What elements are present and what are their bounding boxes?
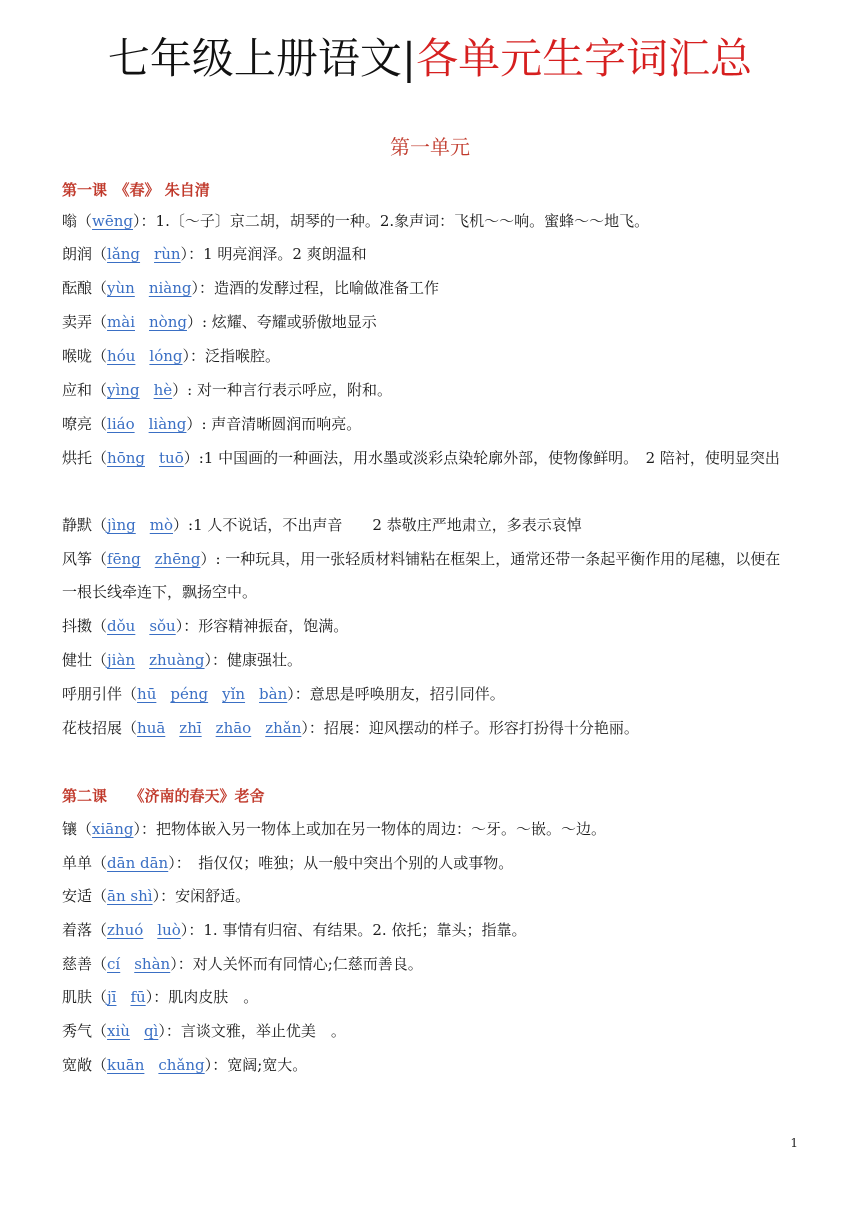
- vocab-definition: ：招展：迎风摆动的样子。形容打扮得十分艳丽。: [308, 719, 639, 737]
- pinyin: lóng: [149, 347, 183, 365]
- close-paren: ）: [287, 685, 295, 703]
- vocab-entry: [62, 340, 792, 373]
- vocab-entry: [62, 509, 792, 542]
- vocab-word: 应和: [62, 381, 93, 399]
- pinyin: péng: [170, 685, 209, 703]
- vocab-entry: [62, 238, 792, 271]
- vocab-definition: ：言谈文雅，举止优美 。: [165, 1022, 346, 1040]
- open-paren: （: [92, 449, 108, 467]
- close-paren: ）: [180, 245, 189, 263]
- open-paren: （: [92, 988, 108, 1006]
- vocab-definition: ：宽阔;宽大。: [212, 1056, 308, 1074]
- open-paren: （: [77, 820, 93, 838]
- pinyin: sǒu: [149, 617, 176, 635]
- vocab-word: 秀气: [62, 1022, 93, 1040]
- vocab-entry: [62, 813, 792, 846]
- pinyin: dān dān: [107, 854, 169, 872]
- close-paren: ）: [152, 887, 161, 905]
- close-paren: ）: [200, 550, 216, 568]
- vocab-word: 酝酿: [62, 279, 93, 297]
- pinyin: liáo: [107, 415, 135, 433]
- close-paren: ）: [170, 955, 178, 973]
- page-title: [0, 30, 860, 88]
- pinyin: fēng: [107, 550, 141, 568]
- close-paren: ）: [186, 313, 202, 331]
- vocab-entry: [62, 644, 792, 677]
- open-paren: （: [92, 381, 108, 399]
- open-paren: （: [92, 245, 108, 263]
- vocab-word: 朗润: [62, 245, 93, 263]
- title-part-red: 各单元生字词汇总: [416, 34, 753, 83]
- close-paren: ）: [180, 921, 189, 939]
- vocab-definition: ：造酒的发酵过程，比喻做准备工作: [199, 279, 440, 297]
- pinyin: hū: [137, 685, 157, 703]
- close-paren: ）: [186, 415, 202, 433]
- vocab-entry: [62, 272, 792, 305]
- pinyin: rùn: [154, 245, 181, 263]
- vocab-word: 镶: [62, 820, 78, 838]
- vocab-definition: ：肌肉皮肤 。: [153, 988, 259, 1006]
- pinyin: lǎng: [107, 245, 141, 263]
- close-paren: ）: [133, 820, 142, 838]
- pinyin: mài: [107, 313, 135, 331]
- vocab-definition: ：健康强壮。: [212, 651, 303, 669]
- pinyin: jìng: [107, 516, 136, 534]
- pinyin: dǒu: [107, 617, 136, 635]
- pinyin: kuān: [107, 1056, 145, 1074]
- pinyin: zhuó: [107, 921, 144, 939]
- pinyin: xiāng: [92, 820, 134, 838]
- close-paren: ）: [133, 212, 141, 230]
- vocab-entry: [62, 610, 792, 643]
- pinyin: chǎng: [158, 1056, 205, 1074]
- vocab-definition: : 炫耀、夸耀或骄傲地显示: [201, 313, 377, 331]
- vocab-definition: ：安闲舒适。: [160, 887, 251, 905]
- close-paren: ）: [145, 988, 154, 1006]
- vocab-word: 风筝: [62, 550, 93, 568]
- vocab-entry: [62, 408, 792, 441]
- close-paren: ）: [183, 449, 199, 467]
- vocab-word: 抖擞: [62, 617, 93, 635]
- title-part-black: 七年级上册语文|: [107, 34, 417, 83]
- vocab-definition: ：泛指喉腔。: [190, 347, 281, 365]
- vocab-definition: ：1. 事情有归宿、有结果。2. 依托；靠头；指靠。: [188, 921, 527, 939]
- open-paren: （: [92, 955, 108, 973]
- vocab-definition: ：把物体嵌入另一物体上或加在另一物体的周边：～牙。～嵌。～边。: [141, 820, 607, 838]
- open-paren: （: [92, 516, 108, 534]
- open-paren: （: [122, 685, 138, 703]
- unit-heading: 第一单元: [390, 135, 470, 159]
- vocab-definition: ：意思是呼唤朋友，招引同伴。: [294, 685, 505, 703]
- vocab-word: 单单: [62, 854, 93, 872]
- pinyin: liàng: [148, 415, 187, 433]
- pinyin: fū: [130, 988, 146, 1006]
- vocab-entry: [62, 306, 792, 339]
- close-paren: ）: [301, 719, 309, 737]
- vocab-word: 健壮: [62, 651, 93, 669]
- pinyin: luò: [157, 921, 181, 939]
- pinyin: niàng: [148, 279, 192, 297]
- close-paren: ）: [158, 1022, 166, 1040]
- pinyin: jī: [107, 988, 117, 1006]
- pinyin: qì: [143, 1022, 159, 1040]
- vocab-word: 安适: [62, 887, 93, 905]
- pinyin: yǐn: [222, 685, 246, 703]
- vocab-entry: [62, 374, 792, 407]
- vocab-definition: ：1 明亮润泽。2 爽朗温和: [188, 245, 367, 263]
- vocab-word: 着落: [62, 921, 93, 939]
- lesson-heading: 第二课 《济南的春天》老舍: [62, 787, 265, 805]
- vocab-word: 嘹亮: [62, 415, 93, 433]
- open-paren: （: [92, 1056, 108, 1074]
- pinyin: hóu: [107, 347, 136, 365]
- vocab-entry: [62, 914, 792, 947]
- page-number: 1: [790, 1136, 798, 1150]
- pinyin: nòng: [149, 313, 187, 331]
- close-paren: ）: [168, 854, 176, 872]
- pinyin: zhī: [179, 719, 202, 737]
- vocab-word: 肌肤: [62, 988, 93, 1006]
- close-paren: ）: [191, 279, 200, 297]
- close-paren: ）: [204, 651, 213, 669]
- open-paren: （: [92, 550, 108, 568]
- vocab-entry: [62, 1015, 792, 1048]
- vocab-definition: :1 人不说话，不出声音 2 恭敬庄严地肃立，多表示哀悼: [188, 516, 582, 534]
- pinyin: zhēng: [154, 550, 201, 568]
- pinyin: tuō: [159, 449, 184, 467]
- vocab-word: 烘托: [62, 449, 93, 467]
- pinyin: shàn: [134, 955, 171, 973]
- vocab-word: 静默: [62, 516, 93, 534]
- pinyin: jiàn: [107, 651, 136, 669]
- pinyin: wēng: [92, 212, 134, 230]
- close-paren: ）: [175, 617, 184, 635]
- vocab-definition: ： 指仅仅；唯独；从一般中突出个别的人或事物。: [175, 854, 514, 872]
- vocab-definition: : 对一种言行表示呼应，附和。: [187, 381, 392, 399]
- vocab-entry: [62, 880, 792, 913]
- vocab-entry: [62, 1049, 792, 1082]
- pinyin: hè: [153, 381, 173, 399]
- close-paren: ）: [182, 347, 190, 365]
- vocab-definition: ：1.〔～子〕京二胡，胡琴的一种。2.象声词：飞机～～响。蜜蜂～～地飞。: [140, 212, 650, 230]
- pinyin: hōng: [107, 449, 145, 467]
- vocab-entry: [62, 543, 792, 609]
- open-paren: （: [92, 887, 108, 905]
- pinyin: zhāo: [215, 719, 252, 737]
- open-paren: （: [92, 854, 108, 872]
- vocab-entry: [62, 712, 792, 745]
- close-paren: ）: [204, 1056, 213, 1074]
- lesson-heading: 第一课 《春》 朱自清: [62, 181, 210, 199]
- open-paren: （: [92, 415, 108, 433]
- vocab-definition: ：对人关怀而有同情心;仁慈而善良。: [177, 955, 423, 973]
- vocab-definition: : 声音清晰圆润而响亮。: [201, 415, 362, 433]
- pinyin: zhǎn: [265, 719, 302, 737]
- vocab-word: 嗡: [62, 212, 78, 230]
- open-paren: （: [92, 1022, 108, 1040]
- pinyin: ān shì: [107, 887, 153, 905]
- pinyin: xiù: [107, 1022, 130, 1040]
- vocab-entry: [62, 847, 792, 880]
- vocab-entry: [62, 981, 792, 1014]
- vocab-definition: : 一种玩具，用一张轻质材料铺粘在框架上，通常还带一条起平衡作用的尾穗，以便在一根长线牵连下，飘扬空中。: [62, 550, 781, 601]
- open-paren: （: [92, 921, 108, 939]
- vocab-entry: [62, 678, 792, 711]
- vocab-entry: [62, 205, 792, 238]
- pinyin: mò: [149, 516, 174, 534]
- pinyin: yìng: [107, 381, 140, 399]
- pinyin: zhuàng: [149, 651, 205, 669]
- open-paren: （: [92, 617, 108, 635]
- pinyin: huā: [137, 719, 166, 737]
- close-paren: ）: [173, 516, 189, 534]
- vocab-word: 宽敞: [62, 1056, 93, 1074]
- vocab-entry: [62, 948, 792, 981]
- vocab-word: 喉咙: [62, 347, 93, 365]
- open-paren: （: [122, 719, 138, 737]
- open-paren: （: [92, 313, 108, 331]
- open-paren: （: [92, 279, 108, 297]
- vocab-word: 花枝招展: [62, 719, 123, 737]
- vocab-definition: :1 中国画的一种画法，用水墨或淡彩点染轮廓外部，使物像鲜明。 2 陪衬，使明显突出: [198, 449, 780, 467]
- pinyin: cí: [107, 955, 121, 973]
- pinyin: yùn: [107, 279, 135, 297]
- vocab-word: 慈善: [62, 955, 93, 973]
- close-paren: ）: [172, 381, 188, 399]
- open-paren: （: [92, 347, 108, 365]
- open-paren: （: [92, 651, 108, 669]
- pinyin: bàn: [259, 685, 288, 703]
- vocab-word: 呼朋引伴: [62, 685, 123, 703]
- open-paren: （: [77, 212, 93, 230]
- vocab-word: 卖弄: [62, 313, 93, 331]
- vocab-definition: ：形容精神振奋，饱满。: [183, 617, 349, 635]
- vocab-entry: [62, 442, 792, 475]
